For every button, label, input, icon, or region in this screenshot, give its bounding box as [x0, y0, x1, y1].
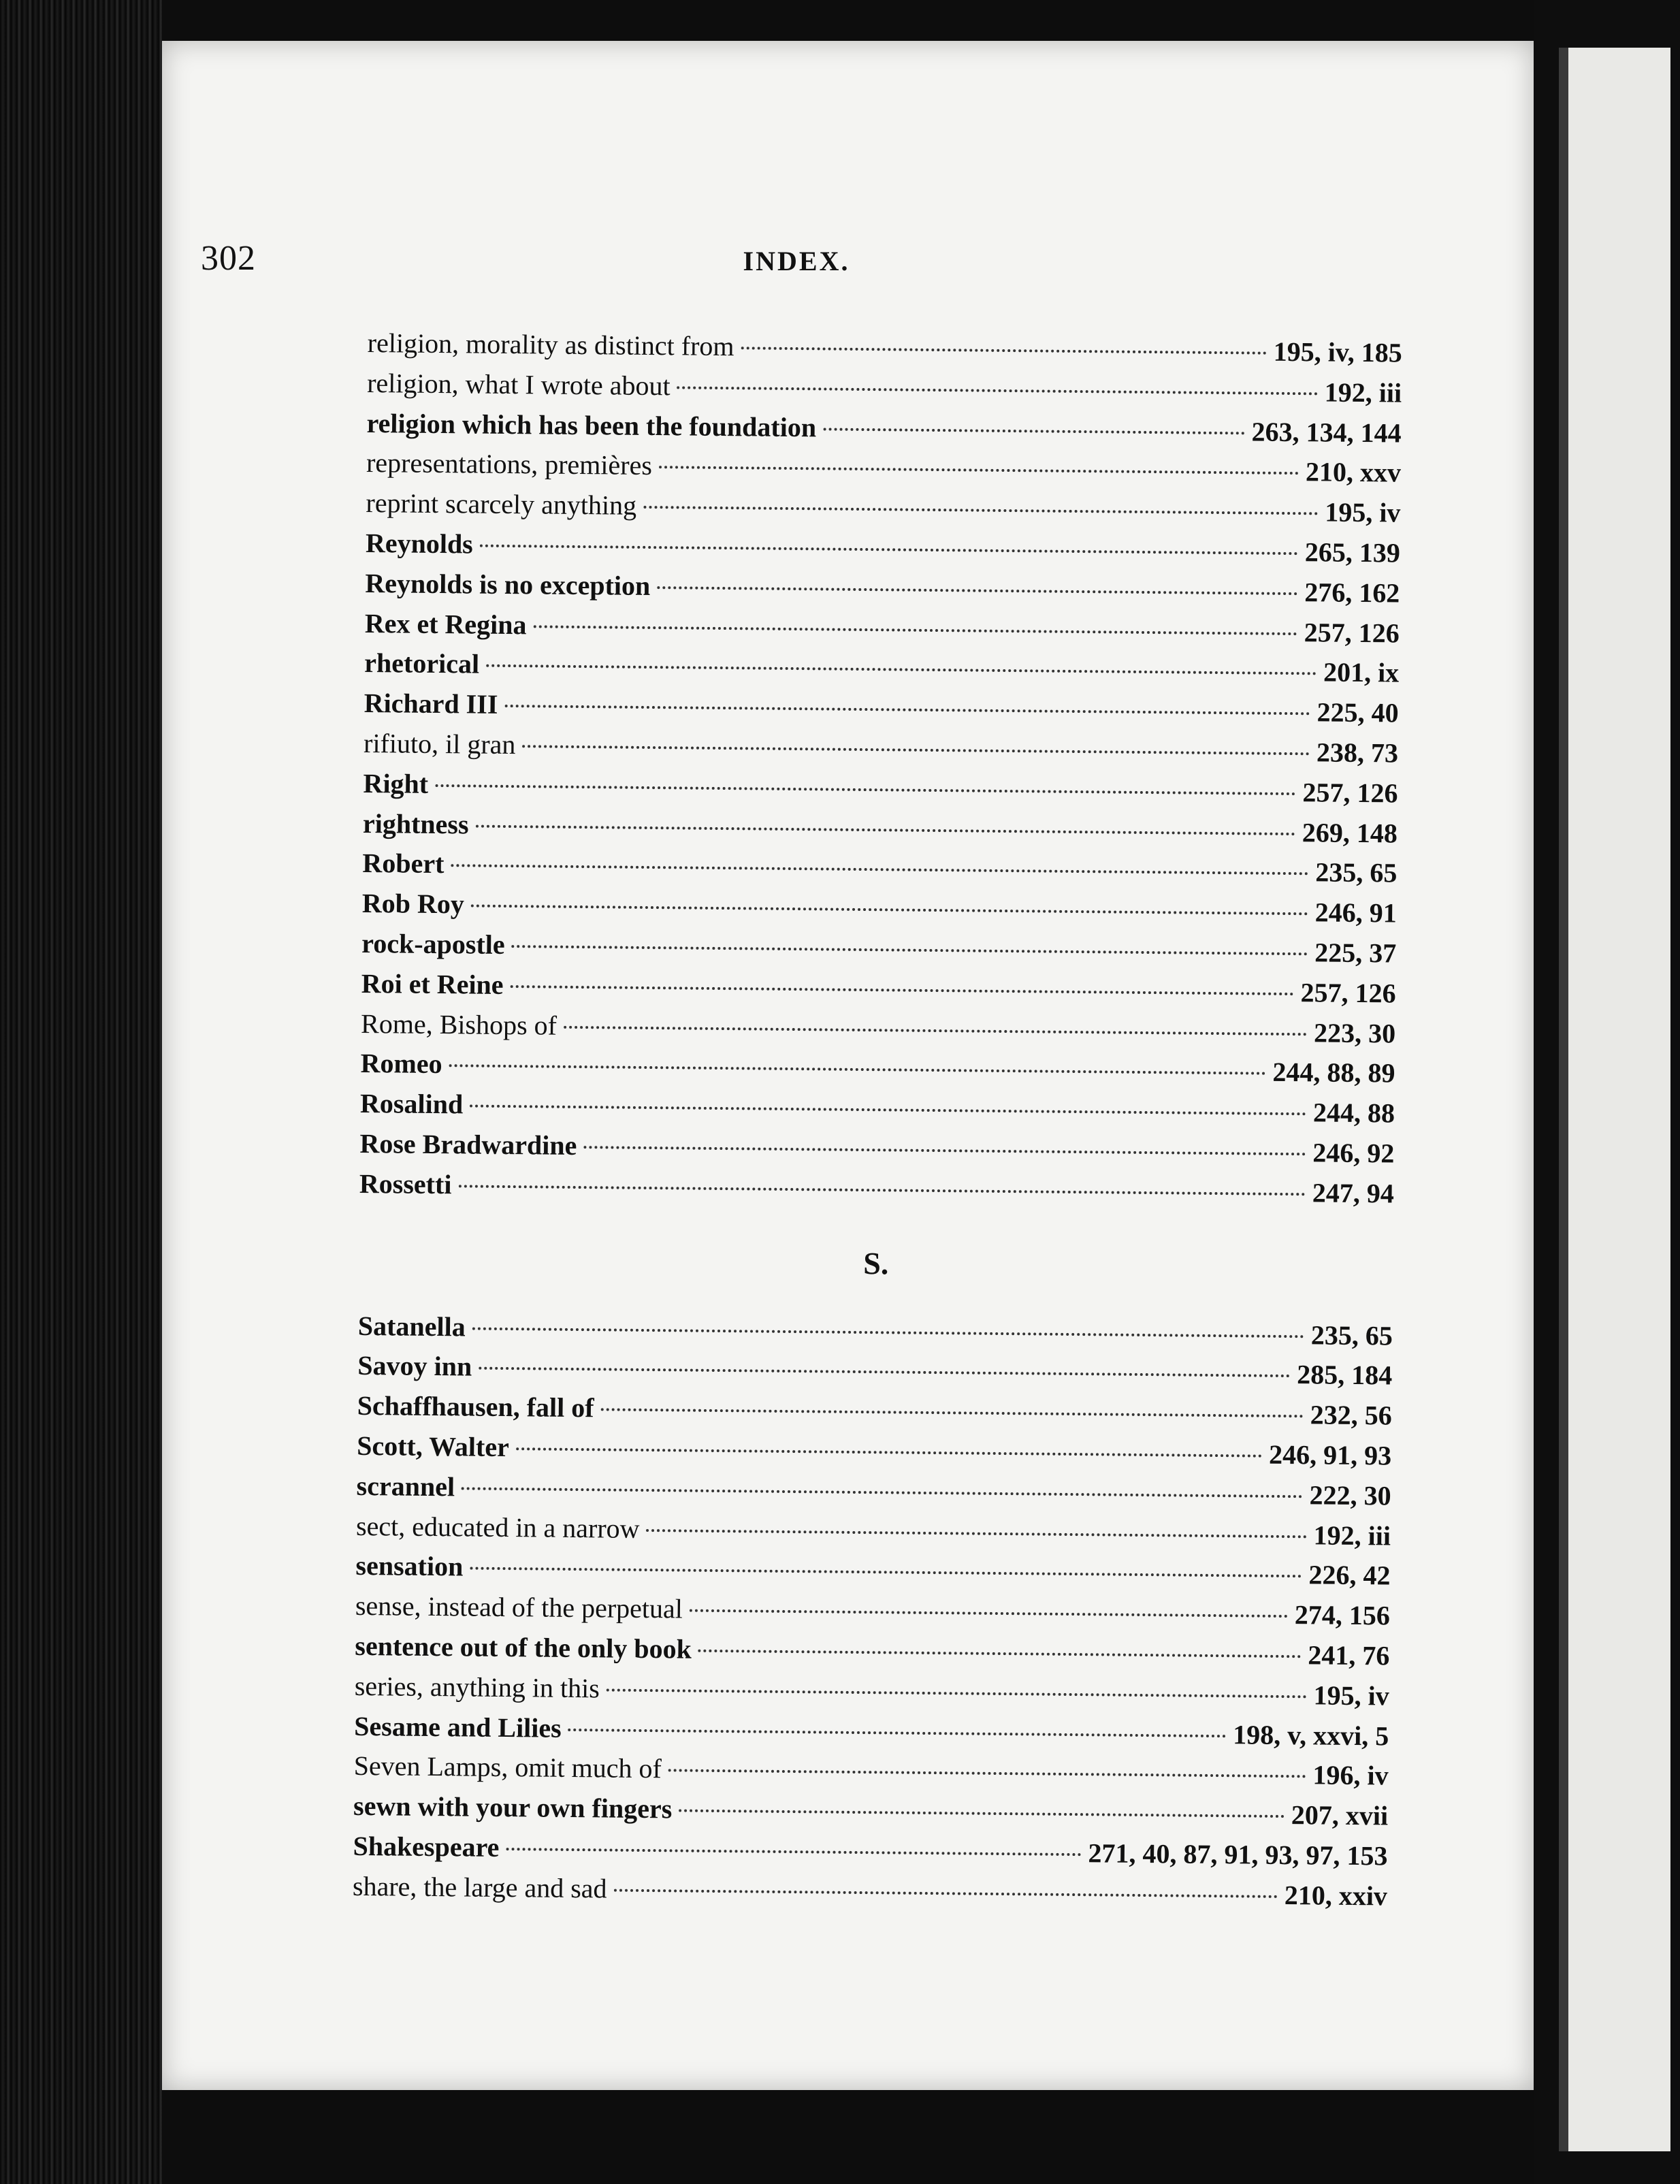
- entry-page-refs: 235, 65: [1310, 1319, 1393, 1351]
- dot-leader: [512, 945, 1308, 955]
- entry-term: sensation: [355, 1550, 464, 1582]
- dot-leader: [568, 1728, 1227, 1737]
- entry-page-refs: 192, iii: [1313, 1519, 1391, 1552]
- entry-term: Rosalind: [359, 1088, 464, 1120]
- entry-term: Roi et Reine: [361, 967, 504, 1000]
- entry-term: Romeo: [360, 1048, 442, 1080]
- entry-term: sense, instead of the perpetual: [355, 1590, 683, 1624]
- entry-page-refs: 265, 139: [1304, 536, 1401, 568]
- entry-page-refs: 232, 56: [1310, 1399, 1392, 1431]
- dot-leader: [679, 1810, 1285, 1818]
- entry-term: Schaffhausen, fall of: [357, 1390, 594, 1424]
- dot-leader: [583, 1146, 1306, 1155]
- entry-page-refs: 207, xvii: [1291, 1799, 1389, 1831]
- entry-page-refs: 222, 30: [1309, 1479, 1391, 1511]
- entry-term: Right: [363, 767, 429, 799]
- running-title: INDEX.: [743, 246, 850, 276]
- dot-leader: [480, 545, 1298, 556]
- entry-term: reprint scarcely anything: [366, 487, 637, 521]
- dot-leader: [564, 1025, 1307, 1035]
- dot-leader: [607, 1688, 1307, 1698]
- entry-page-refs: 274, 156: [1294, 1599, 1391, 1631]
- entry-term: rhetorical: [364, 647, 480, 679]
- entry-term: Sesame and Lilies: [354, 1710, 562, 1744]
- entry-page-refs: 223, 30: [1313, 1016, 1396, 1049]
- entry-term: sentence out of the only book: [355, 1630, 692, 1665]
- entry-term: Rex et Regina: [364, 607, 527, 640]
- entry-term: Rossetti: [359, 1168, 452, 1200]
- entry-page-refs: 235, 65: [1315, 856, 1398, 888]
- dot-leader: [471, 905, 1308, 916]
- entry-page-refs: 201, ix: [1323, 656, 1400, 688]
- entry-term: Reynolds: [365, 527, 473, 560]
- dot-leader: [479, 1367, 1290, 1377]
- entry-page-refs: 238, 73: [1316, 737, 1399, 769]
- dot-leader: [504, 705, 1310, 715]
- entry-term: religion which has been the foundation: [366, 407, 817, 443]
- entry-page-refs: 210, xxiv: [1284, 1879, 1388, 1912]
- page-number: 302: [201, 239, 256, 278]
- dot-leader: [823, 428, 1245, 434]
- entry-term: Scott, Walter: [357, 1430, 510, 1462]
- entry-page-refs: 225, 37: [1314, 937, 1397, 969]
- dot-leader: [522, 745, 1310, 755]
- book-spine-left: [0, 0, 162, 2184]
- entry-term: Satanella: [357, 1310, 466, 1342]
- dot-leader: [614, 1889, 1278, 1897]
- dot-leader: [458, 1185, 1305, 1195]
- dot-leader: [659, 466, 1299, 475]
- dot-leader: [451, 865, 1308, 876]
- entry-term: Robert: [362, 848, 445, 880]
- dot-leader: [533, 625, 1297, 635]
- entry-page-refs: 195, iv: [1313, 1680, 1389, 1712]
- dot-leader: [516, 1447, 1262, 1458]
- entry-page-refs: 196, iv: [1312, 1759, 1389, 1791]
- dot-leader: [506, 1848, 1081, 1856]
- entry-page-refs: 276, 162: [1304, 577, 1400, 609]
- entry-term: rightness: [362, 807, 469, 840]
- entry-term: Rose Bradwardine: [359, 1127, 577, 1161]
- dot-leader: [643, 506, 1318, 515]
- entry-term: share, the large and sad: [352, 1870, 607, 1904]
- entry-term: sect, educated in a narrow: [355, 1510, 640, 1544]
- entry-page-refs: 246, 91, 93: [1268, 1439, 1392, 1471]
- entry-term: religion, what I wrote about: [366, 367, 671, 402]
- entry-page-refs: 225, 40: [1316, 696, 1399, 728]
- dot-leader: [435, 784, 1295, 795]
- index-section-r: [359, 327, 1402, 1217]
- entry-term: sewn with your own fingers: [353, 1790, 673, 1825]
- section-letter-s: S.: [863, 1245, 889, 1281]
- entry-page-refs: 246, 92: [1312, 1137, 1395, 1169]
- entry-term: Seven Lamps, omit much of: [353, 1750, 662, 1784]
- entry-page-refs: 210, xxv: [1305, 456, 1402, 488]
- entry-page-refs: 271, 40, 87, 91, 93, 97, 153: [1088, 1837, 1388, 1872]
- dot-leader: [472, 1327, 1304, 1338]
- entry-page-refs: 244, 88: [1312, 1097, 1395, 1129]
- dot-leader: [668, 1769, 1306, 1778]
- dot-leader: [511, 985, 1294, 995]
- entry-page-refs: 285, 184: [1297, 1359, 1393, 1391]
- dot-leader: [476, 824, 1295, 835]
- dot-leader: [647, 1529, 1307, 1538]
- entry-page-refs: 241, 76: [1308, 1639, 1390, 1671]
- dot-leader: [470, 1567, 1302, 1578]
- entry-page-refs: 192, iii: [1324, 376, 1402, 408]
- entry-page-refs: 246, 91: [1314, 897, 1398, 929]
- entry-term: scrannel: [356, 1470, 455, 1503]
- entry-term: Rob Roy: [361, 888, 465, 920]
- entry-page-refs: 269, 148: [1302, 816, 1398, 849]
- entry-page-refs: 257, 126: [1304, 616, 1400, 649]
- page-header: [201, 238, 1392, 300]
- dot-leader: [462, 1487, 1303, 1498]
- entry-term: Rome, Bishops of: [360, 1008, 558, 1041]
- dot-leader: [677, 386, 1318, 395]
- entry-term: Savoy inn: [357, 1350, 472, 1382]
- entry-page-refs: 198, v, xxvi, 5: [1233, 1718, 1389, 1751]
- entry-page-refs: 263, 134, 144: [1251, 416, 1402, 449]
- entry-page-refs: 244, 88, 89: [1272, 1057, 1395, 1089]
- entry-page-refs: 226, 42: [1308, 1559, 1391, 1591]
- entry-term: Richard III: [364, 688, 498, 720]
- index-section-s: [353, 1309, 1393, 1920]
- entry-page-refs: 247, 94: [1312, 1177, 1395, 1209]
- entry-term: series, anything in this: [354, 1670, 600, 1704]
- dot-leader: [601, 1408, 1304, 1417]
- dot-leader: [741, 347, 1267, 354]
- next-page-edge: [1559, 48, 1670, 2151]
- entry-page-refs: 257, 126: [1302, 776, 1398, 809]
- dot-leader: [449, 1065, 1266, 1076]
- entry-term: Reynolds is no exception: [365, 567, 651, 601]
- entry-term: representations, premières: [366, 447, 653, 481]
- entry-term: rock-apostle: [361, 927, 505, 960]
- dot-leader: [698, 1650, 1302, 1658]
- entry-term: religion, morality as distinct from: [367, 327, 734, 362]
- entry-page-refs: 257, 126: [1300, 976, 1396, 1009]
- entry-term: rifiuto, il gran: [363, 727, 516, 760]
- index-entries: [353, 327, 1402, 1920]
- entry-page-refs: 195, iv: [1325, 496, 1401, 528]
- entry-page-refs: 195, iv, 185: [1273, 336, 1402, 368]
- dot-leader: [690, 1609, 1288, 1618]
- entry-term: Shakespeare: [353, 1830, 500, 1863]
- dot-leader: [657, 586, 1297, 595]
- dot-leader: [470, 1105, 1306, 1116]
- dot-leader: [486, 664, 1316, 675]
